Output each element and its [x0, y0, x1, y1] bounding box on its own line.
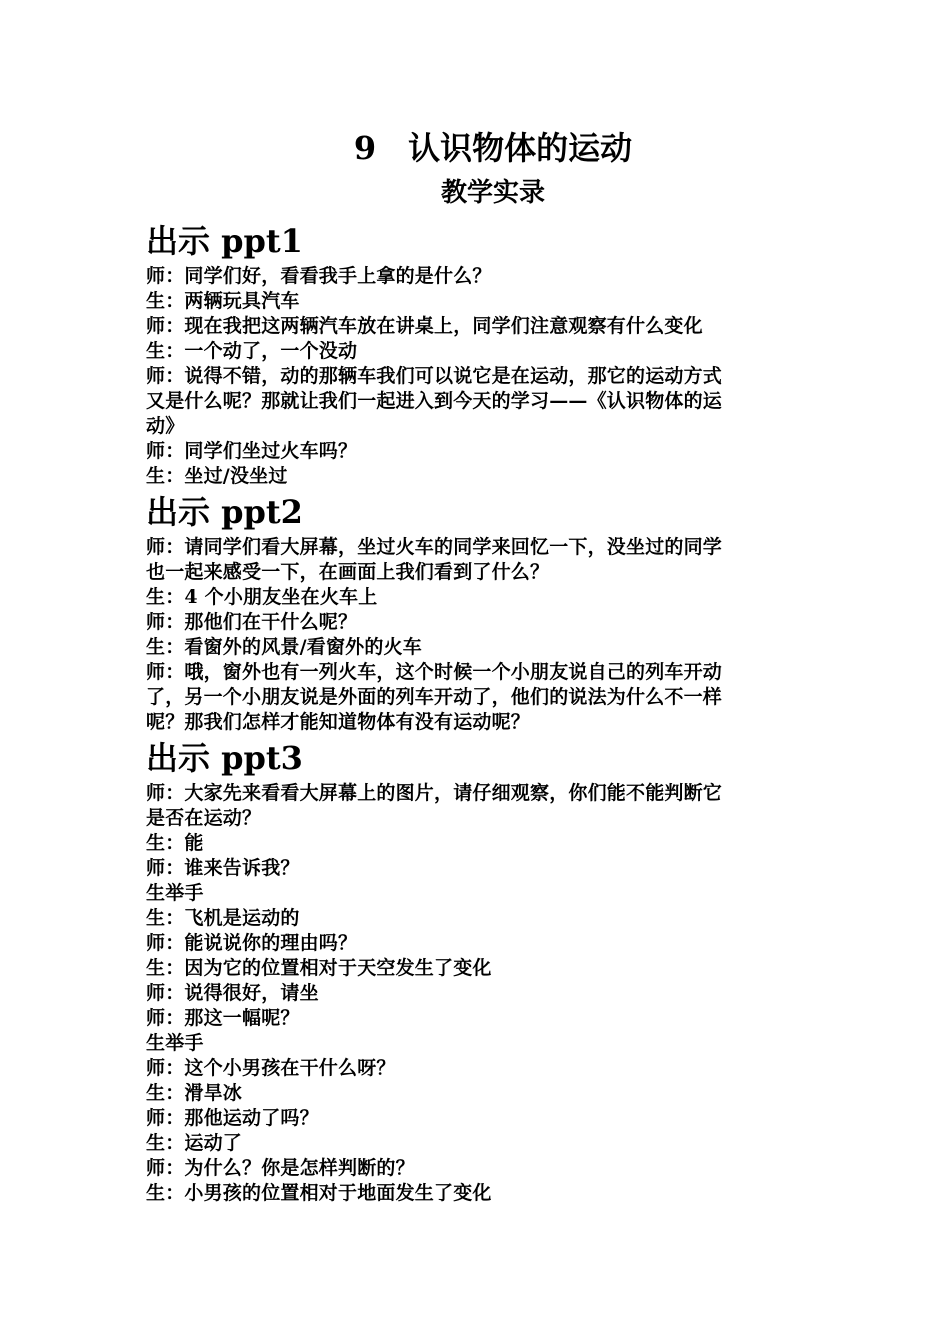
dialogue-line: 也一起来感受一下，在画面上我们看到了什么？ — [146, 561, 550, 583]
dialogue-line: 是否在运动？ — [146, 807, 262, 829]
dialogue-line: 师：说得不错，动的那辆车我们可以说它是在运动，那它的运动方式 — [146, 365, 723, 387]
dialogue-line: 师：那他运动了吗？ — [146, 1107, 319, 1129]
dialogue-line: 生：飞机是运动的 — [146, 907, 300, 929]
transcript-section — [146, 489, 816, 735]
dialogue-line: 师：同学们坐过火车吗？ — [146, 440, 358, 462]
transcript-body — [146, 218, 816, 1206]
dialogue-line: 生：看窗外的风景/看窗外的火车 — [146, 636, 422, 658]
dialogue-line: 师：这个小男孩在干什么呀？ — [146, 1057, 396, 1079]
dialogue-line: 师：同学们好，看看我手上拿的是什么？ — [146, 265, 492, 287]
dialogue-line: 师：现在我把这两辆汽车放在讲桌上，同学们注意观察有什么变化 — [146, 315, 703, 337]
dialogue-line: 生：小男孩的位置相对于地面发生了变化 — [146, 1182, 492, 1204]
document-subtitle: 教学实录 — [440, 178, 545, 208]
dialogue-line: 生：坐过/没坐过 — [146, 465, 288, 487]
dialogue-line: 生：两辆玩具汽车 — [146, 290, 300, 312]
transcript-section — [146, 218, 816, 489]
dialogue-line: 师：为什么？你是怎样判断的？ — [146, 1157, 415, 1179]
dialogue-line: 呢？那我们怎样才能知道物体有没有运动呢？ — [146, 711, 531, 733]
dialogue-line: 师：说得很好，请坐 — [146, 982, 319, 1004]
transcript-section — [146, 735, 816, 1206]
dialogue-line: 生：运动了 — [146, 1132, 243, 1154]
dialogue-line: 了，另一个小朋友说是外面的列车开动了，他们的说法为什么不一样 — [146, 686, 723, 708]
document-title: 9 认识物体的运动 — [353, 129, 633, 167]
section-heading: 出示 ppt1 — [146, 222, 303, 260]
section-heading: 出示 ppt2 — [146, 493, 303, 531]
dialogue-line: 师：能说说你的理由吗？ — [146, 932, 358, 954]
dialogue-line: 生：能 — [146, 832, 204, 854]
dialogue-line: 师：那他们在干什么呢？ — [146, 611, 358, 633]
dialogue-line: 师：谁来告诉我？ — [146, 857, 300, 879]
dialogue-line: 师：大家先来看看大屏幕上的图片，请仔细观察，你们能不能判断它 — [146, 782, 723, 804]
section-heading: 出示 ppt3 — [146, 739, 303, 777]
dialogue-line: 生：4 个小朋友坐在火车上 — [146, 586, 378, 608]
dialogue-line: 师：哦，窗外也有一列火车，这个时候一个小朋友说自己的列车开动 — [146, 661, 723, 683]
dialogue-line: 生举手 — [146, 1032, 204, 1054]
dialogue-line: 动》 — [146, 415, 185, 437]
dialogue-line: 生：一个动了，一个没动 — [146, 340, 358, 362]
dialogue-line: 师：请同学们看大屏幕，坐过火车的同学来回忆一下，没坐过的同学 — [146, 536, 723, 558]
dialogue-line: 生：滑旱冰 — [146, 1082, 243, 1104]
dialogue-line: 师：那这一幅呢？ — [146, 1007, 300, 1029]
dialogue-line: 又是什么呢？那就让我们一起进入到今天的学习——《认识物体的运 — [146, 390, 723, 412]
dialogue-line: 生：因为它的位置相对于天空发生了变化 — [146, 957, 492, 979]
document-page — [146, 124, 816, 1206]
dialogue-line: 生举手 — [146, 882, 204, 904]
